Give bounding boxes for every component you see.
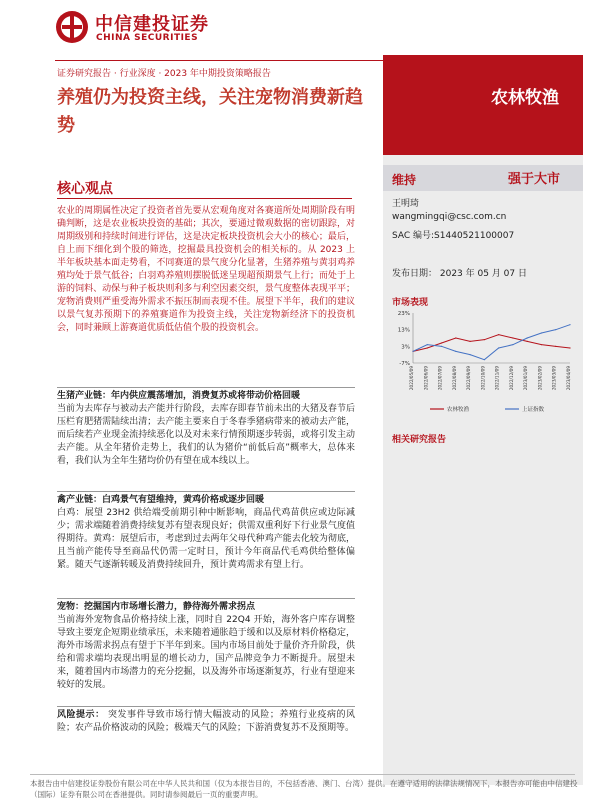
x-tick-label: 2022/11/09	[494, 366, 500, 391]
series-point	[484, 359, 485, 360]
series-point	[484, 339, 485, 340]
market-performance-chart	[385, 305, 580, 417]
series-point	[512, 337, 513, 338]
logo-cn-text: 中信建投证券	[95, 14, 209, 35]
logo-en-text: CHINA SECURITIES	[96, 33, 199, 43]
logo-mark-icon	[55, 10, 89, 44]
section-hog-heading: 生猪产业链：年内供应震荡增加，消费复苏或将带动价格回暖	[57, 391, 301, 401]
x-tick-label: 2022/09/09	[466, 366, 472, 391]
analyst-email[interactable]: wangmingqi@csc.com.cn	[392, 212, 507, 222]
series-point	[527, 337, 528, 338]
series-point	[541, 332, 542, 333]
sector-banner	[383, 55, 583, 155]
chart-lines	[412, 324, 570, 360]
market-performance-label: 市场表现	[392, 298, 429, 308]
x-tick-label: 2023/02/09	[537, 366, 543, 391]
company-logo	[55, 8, 235, 48]
section-hog	[57, 390, 355, 468]
section-risk	[57, 709, 355, 735]
section-pet-body: 当前海外宠物食品价格持续上涨，同时自 22Q4 开始，海外客户库存调整导致主要宠企短期业绩承压，未来随着通胀趋于缓和以及原材料价格稳定，海外市场需求拐点有望于下半年到来。国内市场目前处于量价齐升阶段，供给和需求端均表现出明显的增长动力，国产品牌竞争力不断提升。展望未来，随着国内市场潜力的充分挖掘，以及海外市场逐渐复苏，行业有望迎来较好的发展。	[57, 615, 355, 690]
x-tick-label: 2022/05/09	[409, 366, 414, 391]
series-point	[569, 324, 570, 325]
series-point	[569, 347, 570, 348]
analyst-name: 王明琦	[392, 199, 420, 209]
series-point	[441, 346, 442, 347]
series-point	[469, 354, 470, 355]
section-divider	[57, 387, 355, 388]
publish-date: 发布日期： 2023 年 05 月 07 日	[392, 269, 527, 279]
core-view-heading: 核心观点	[57, 181, 113, 197]
footer-divider	[30, 774, 575, 775]
y-tick-label: 3%	[401, 344, 410, 351]
series-point	[541, 344, 542, 345]
series-line	[413, 325, 570, 360]
chart-x-labels	[409, 366, 571, 390]
y-tick-label: 23%	[397, 311, 410, 317]
section-poultry	[57, 494, 355, 572]
y-tick-label: 13%	[397, 327, 410, 334]
footer-disclaimer: 本报告由中信建投证券股份有限公司在中华人民共和国（仅为本报告目的，不包括香港、澳门、台湾）提供。在遵守适用的法律法规情况下，本报告亦可能由中信建投（国际）证券有限公司在香港提供。同时请参阅最后一页的重要声明。	[30, 779, 578, 799]
core-view-divider	[57, 198, 352, 199]
x-tick-label: 2022/12/09	[508, 366, 514, 391]
section-divider	[57, 598, 355, 599]
x-tick-label: 2023/04/09	[566, 366, 571, 391]
series-point	[469, 341, 470, 342]
legend-label: 农林牧渔	[447, 407, 470, 413]
series-point	[498, 347, 499, 348]
series-point	[427, 347, 428, 348]
series-point	[555, 329, 556, 330]
x-tick-label: 2023/03/09	[551, 366, 557, 391]
section-hog-body: 当前为去库存与被动去产能并行阶段，去库存即春节前未出的大猪及春节后压栏育肥猪需陆续出清；去产能主要来自于冬春季猪病带来的被动去产能，而后续若产业现金流持续恶化以及对未来行情预期逐步转弱，或将引发主动去产能。从全年猪价走势上，我们的认为猪价“前低后高”概率大，总体来看，我们认为全年生猪均价仍有望在成本线以上。	[57, 404, 355, 466]
section-risk-body: 突发事件导致市场行情大幅波动的风险；养殖行业疫病的风险；农产品价格波动的风险；极端天气的风险；下游消费复苏不及预期等。	[57, 710, 355, 733]
x-tick-label: 2022/07/09	[437, 366, 443, 391]
section-divider	[57, 706, 355, 707]
legend-label: 上证指数	[522, 407, 545, 413]
series-point	[441, 342, 442, 343]
right-sidebar	[383, 155, 583, 785]
series-point	[455, 351, 456, 352]
series-point	[555, 346, 556, 347]
series-point	[455, 337, 456, 338]
analyst-sac: SAC 编号:S1440521100007	[392, 231, 515, 241]
section-pet	[57, 601, 355, 692]
section-poultry-heading: 禽产业链：白鸡景气有望维持，黄鸡价格或逐步回暖	[57, 495, 265, 505]
series-point	[512, 344, 513, 345]
x-tick-label: 2023/01/09	[523, 366, 529, 391]
page-title: 养殖仍为投资主线，关注宠物消费新趋势	[57, 87, 363, 136]
series-line	[413, 335, 570, 352]
rating-action: 维持	[392, 173, 417, 187]
series-point	[412, 351, 413, 352]
summary-paragraph: 农业的周期属性决定了投资者首先要从宏观角度对各赛道所处周期阶段有明确判断，这是农业板块投资的基础；其次，要通过微观数据的密切跟踪，对周期级别和持续时间进行评估，这是决定板块投资机会大小的核心；最后，自上而下细化到个股的筛选，挖掘最具投资机会的相关标的。从 2023 上半年板块基本面走势看，不同赛道的景气度分化显著，生猪养殖与黄羽鸡养殖均处于景气低谷；白羽鸡养殖则摆脱低迷呈现超预期景气上行；而处于上游的饲料、动保与种子板块则利多与利空因素交织，景气度整体表现平平；宠物消费则严重受海外需求不振压制而表现不佳。展望下半年，我们的建议以景气复苏预期下的养殖赛道作为投资主线，关注宠物新经济下的投资机会，同时兼顾上游赛道优质低估值个股的投资机会。	[57, 206, 355, 333]
sector-label: 农林牧渔	[491, 88, 559, 108]
chart-legend	[430, 405, 545, 413]
rating-view: 强于大市	[508, 172, 561, 187]
y-tick-label: -7%	[399, 361, 410, 367]
chart-axes	[398, 311, 570, 367]
section-pet-heading: 宠物：挖掘国内市场增长潜力，静待海外需求拐点	[57, 602, 256, 612]
series-point	[527, 341, 528, 342]
x-tick-label: 2022/08/09	[451, 366, 457, 391]
series-point	[427, 344, 428, 345]
x-tick-label: 2022/06/09	[423, 366, 429, 391]
section-risk-heading: 风险提示：	[57, 710, 105, 720]
section-divider	[57, 491, 355, 492]
x-tick-label: 2022/10/09	[480, 366, 486, 391]
breadcrumb: 证券研究报告 · 行业深度 · 2023 年中期投资策略报告	[57, 69, 271, 79]
related-reports-label: 相关研究报告	[392, 435, 447, 445]
series-point	[498, 334, 499, 335]
section-poultry-body: 白鸡：展望 23H2 供给端受前期引种中断影响，商品代鸡苗供应或边际减少；需求端随着消费持续复苏有望表现良好；供需双重利好下行业景气度值得期待。黄鸡：展望后市，考虑到过去两年父母代种鸡产能去化较为彻底，且当前产能传导至商品代仍需一定时日，预计今年商品代毛鸡供给整体偏紧。随天气逐渐转暖及消费持续回升，预计黄鸡需求有望上行。	[57, 508, 355, 570]
